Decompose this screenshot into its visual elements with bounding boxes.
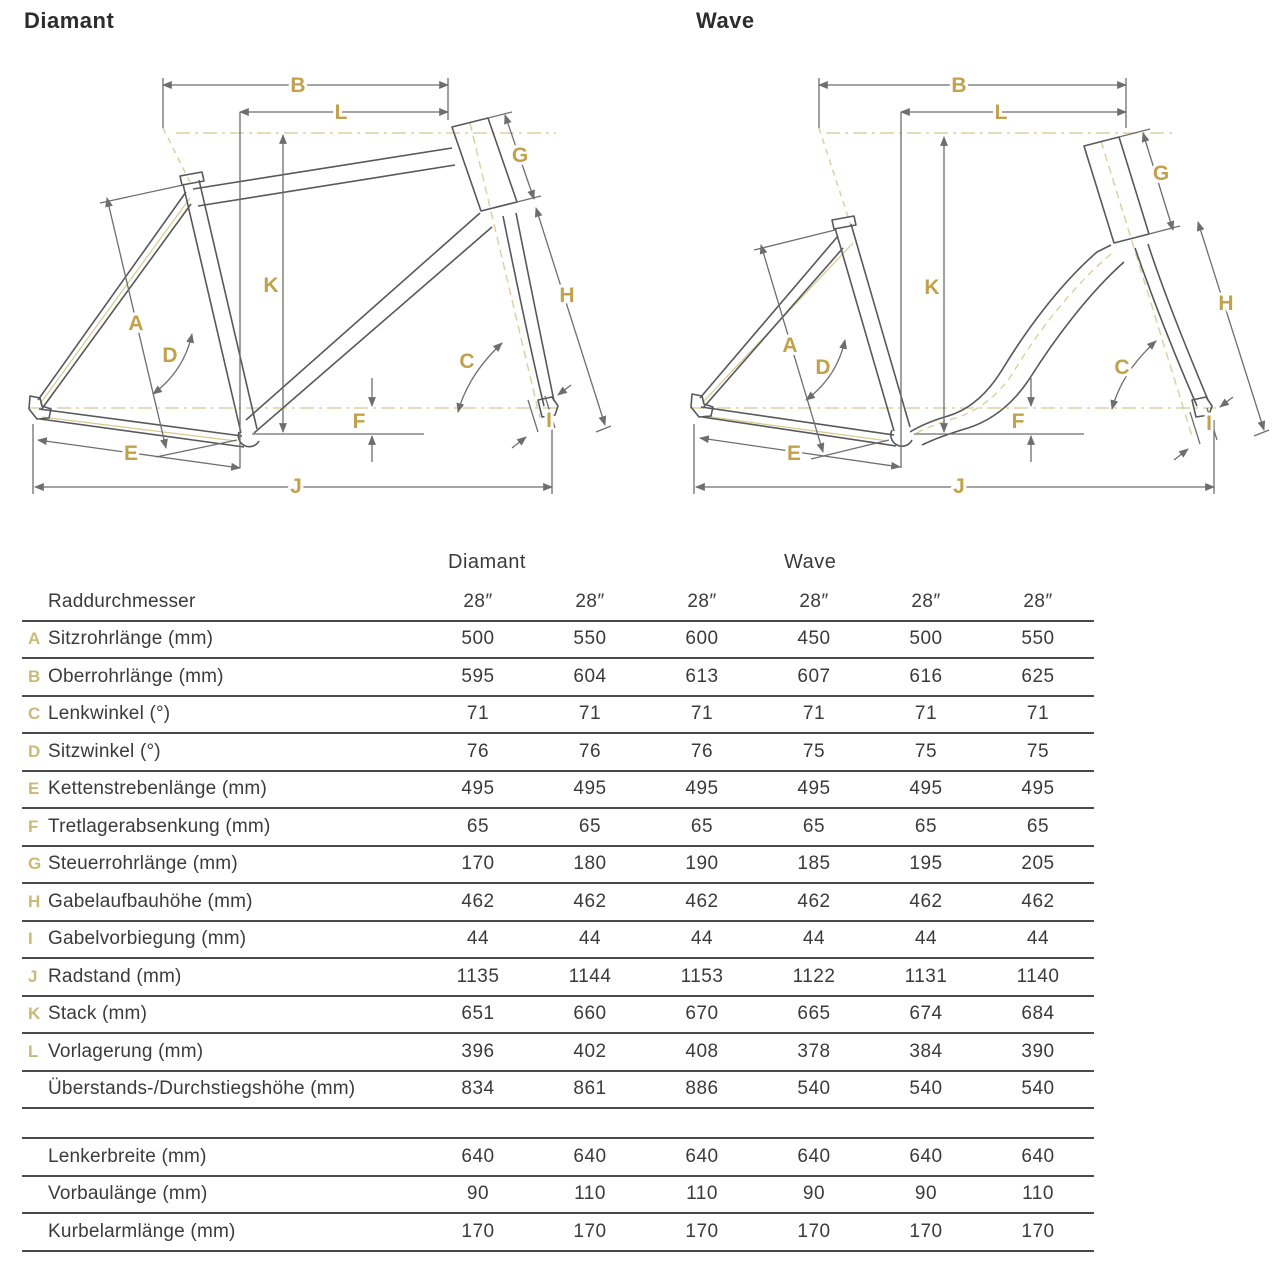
cell-value: 1140 bbox=[1016, 965, 1060, 987]
table-row bbox=[22, 884, 1094, 922]
frame-diagram-diamant bbox=[0, 0, 640, 520]
cell-value: 190 bbox=[685, 853, 719, 875]
row-label-cell bbox=[22, 628, 422, 650]
row-label: Oberrohrlänge (mm) bbox=[48, 665, 224, 687]
cell-value: 71 bbox=[1026, 703, 1050, 725]
cell-value: 76 bbox=[578, 740, 602, 762]
cell-value: 90 bbox=[466, 1183, 490, 1205]
cell-value: 76 bbox=[466, 740, 490, 762]
guide-lines bbox=[30, 123, 560, 441]
cell-value: 550 bbox=[1021, 628, 1055, 650]
cell-value: 500 bbox=[909, 628, 943, 650]
row-label: Sitzrohrlänge (mm) bbox=[48, 628, 214, 650]
row-label-cell bbox=[22, 1041, 422, 1063]
cell-value: 75 bbox=[802, 740, 826, 762]
cell-value: 185 bbox=[797, 853, 831, 875]
row-label: Vorbaulänge (mm) bbox=[48, 1183, 208, 1205]
cell-value: 110 bbox=[686, 1183, 718, 1205]
cell-value: 616 bbox=[909, 665, 943, 687]
cell-value: 674 bbox=[909, 1003, 943, 1025]
cell-value: 640 bbox=[685, 1145, 719, 1167]
row-label: Raddurchmesser bbox=[48, 590, 196, 612]
cell-value: 886 bbox=[685, 1078, 719, 1100]
table-row bbox=[22, 584, 1094, 622]
dim-label-e: E bbox=[786, 442, 802, 465]
cell-value: 462 bbox=[1021, 890, 1055, 912]
dim-label-l: L bbox=[334, 101, 348, 124]
cell-value: 1135 bbox=[456, 965, 500, 987]
row-dimension-letter: C bbox=[28, 704, 41, 724]
cell-value: 640 bbox=[909, 1145, 943, 1167]
cell-value: 660 bbox=[573, 1003, 607, 1025]
cell-value: 65 bbox=[466, 815, 490, 837]
cell-value: 651 bbox=[461, 1003, 495, 1025]
cell-value: 595 bbox=[461, 665, 495, 687]
cell-value: 170 bbox=[685, 1220, 719, 1242]
row-label: Tretlagerabsenkung (mm) bbox=[48, 815, 271, 837]
table-row bbox=[22, 1072, 1094, 1110]
row-dimension-letter: H bbox=[28, 891, 41, 911]
cell-value: 90 bbox=[802, 1183, 826, 1205]
dimension-lines bbox=[694, 78, 1269, 494]
row-label: Kettenstrebenlänge (mm) bbox=[48, 778, 267, 800]
cell-value: 640 bbox=[797, 1145, 831, 1167]
dim-label-c: C bbox=[1114, 356, 1130, 379]
cell-value: 1122 bbox=[792, 965, 836, 987]
cell-value: 665 bbox=[797, 1003, 831, 1025]
cell-value: 861 bbox=[573, 1078, 607, 1100]
cell-value: 75 bbox=[914, 740, 938, 762]
cell-value: 834 bbox=[461, 1078, 495, 1100]
row-label: Steuerrohrlänge (mm) bbox=[48, 853, 238, 875]
row-label: Gabelaufbauhöhe (mm) bbox=[48, 890, 253, 912]
diagram-title-diamant: Diamant bbox=[24, 8, 115, 33]
cell-value: 625 bbox=[1021, 665, 1055, 687]
cell-value: 390 bbox=[1021, 1040, 1055, 1062]
cell-value: 71 bbox=[466, 703, 490, 725]
dim-label-l: L bbox=[994, 101, 1008, 124]
dim-label-d: D bbox=[162, 344, 178, 367]
cell-value: 44 bbox=[1026, 928, 1050, 950]
cell-value: 462 bbox=[461, 890, 495, 912]
row-label: Gabelvorbiegung (mm) bbox=[48, 928, 247, 950]
table-row bbox=[22, 659, 1094, 697]
row-dimension-letter: J bbox=[28, 966, 38, 986]
cell-value: 540 bbox=[1021, 1078, 1055, 1100]
cell-value: 540 bbox=[797, 1078, 831, 1100]
dim-label-k: K bbox=[263, 274, 279, 297]
cell-value: 65 bbox=[802, 815, 826, 837]
cell-value: 28″ bbox=[799, 590, 829, 612]
cell-value: 44 bbox=[578, 928, 602, 950]
cell-value: 170 bbox=[909, 1220, 943, 1242]
cell-value: 28″ bbox=[1023, 590, 1053, 612]
row-dimension-letter: F bbox=[28, 816, 39, 836]
cell-value: 604 bbox=[573, 665, 607, 687]
dim-label-h: H bbox=[559, 284, 575, 307]
cell-value: 28″ bbox=[687, 590, 717, 612]
cell-value: 170 bbox=[573, 1220, 607, 1242]
table-row bbox=[22, 1214, 1094, 1252]
row-label-cell bbox=[22, 1221, 422, 1243]
row-dimension-letter: B bbox=[28, 666, 41, 686]
cell-value: 462 bbox=[909, 890, 943, 912]
frame-diagram-wave bbox=[656, 0, 1280, 520]
cell-value: 75 bbox=[1026, 740, 1050, 762]
cell-value: 71 bbox=[690, 703, 714, 725]
cell-value: 1153 bbox=[680, 965, 724, 987]
row-label: Vorlagerung (mm) bbox=[48, 1040, 204, 1062]
cell-value: 684 bbox=[1021, 1003, 1055, 1025]
dim-label-d: D bbox=[815, 356, 831, 379]
row-label: Überstands-/Durchstiegshöhe (mm) bbox=[48, 1078, 356, 1100]
cell-value: 1144 bbox=[568, 965, 612, 987]
cell-value: 205 bbox=[1021, 853, 1055, 875]
cell-value: 670 bbox=[685, 1003, 719, 1025]
cell-value: 44 bbox=[914, 928, 938, 950]
cell-value: 110 bbox=[574, 1183, 606, 1205]
cell-value: 495 bbox=[1021, 778, 1055, 800]
table-row bbox=[22, 734, 1094, 772]
cell-value: 110 bbox=[1022, 1183, 1054, 1205]
cell-value: 28″ bbox=[575, 590, 605, 612]
group-header-wave: Wave bbox=[784, 550, 837, 573]
row-label-cell bbox=[22, 591, 422, 613]
row-label: Kurbelarmlänge (mm) bbox=[48, 1220, 236, 1242]
row-dimension-letter: E bbox=[28, 779, 40, 799]
cell-value: 462 bbox=[797, 890, 831, 912]
row-label: Lenkerbreite (mm) bbox=[48, 1145, 207, 1167]
cell-value: 462 bbox=[685, 890, 719, 912]
dim-label-f: F bbox=[352, 410, 366, 433]
dim-label-b: B bbox=[290, 74, 306, 97]
table-row bbox=[22, 1139, 1094, 1177]
cell-value: 607 bbox=[797, 665, 831, 687]
cell-value: 71 bbox=[802, 703, 826, 725]
diamant-frame-outline bbox=[29, 118, 558, 447]
dim-label-c: C bbox=[459, 350, 475, 373]
table-rows bbox=[22, 584, 1094, 1252]
row-label-cell bbox=[22, 966, 422, 988]
row-dimension-letter: L bbox=[28, 1041, 39, 1061]
cell-value: 500 bbox=[461, 628, 495, 650]
cell-value: 1131 bbox=[904, 965, 948, 987]
cell-value: 640 bbox=[1021, 1145, 1055, 1167]
cell-value: 613 bbox=[685, 665, 719, 687]
dim-label-b: B bbox=[951, 74, 967, 97]
row-label-cell bbox=[22, 1146, 422, 1168]
cell-value: 65 bbox=[1026, 815, 1050, 837]
row-dimension-letter: K bbox=[28, 1004, 41, 1024]
cell-value: 402 bbox=[573, 1040, 607, 1062]
cell-value: 28″ bbox=[911, 590, 941, 612]
dim-label-a: A bbox=[782, 334, 798, 357]
cell-value: 495 bbox=[685, 778, 719, 800]
dim-label-i: I bbox=[546, 409, 552, 432]
cell-value: 65 bbox=[578, 815, 602, 837]
cell-value: 195 bbox=[909, 853, 943, 875]
cell-value: 408 bbox=[685, 1040, 719, 1062]
cell-value: 495 bbox=[797, 778, 831, 800]
cell-value: 28″ bbox=[463, 590, 493, 612]
cell-value: 90 bbox=[914, 1183, 938, 1205]
cell-value: 640 bbox=[573, 1145, 607, 1167]
dim-label-k: K bbox=[924, 276, 940, 299]
table-row bbox=[22, 1177, 1094, 1215]
cell-value: 396 bbox=[461, 1040, 495, 1062]
guide-lines bbox=[690, 128, 1216, 441]
dim-label-a: A bbox=[128, 312, 144, 335]
dim-label-f: F bbox=[1011, 410, 1025, 433]
cell-value: 180 bbox=[573, 853, 607, 875]
cell-value: 495 bbox=[573, 778, 607, 800]
dim-label-i: I bbox=[1206, 412, 1212, 435]
dim-label-g: G bbox=[511, 144, 529, 167]
table-row bbox=[22, 959, 1094, 997]
row-label: Radstand (mm) bbox=[48, 965, 182, 987]
table-row bbox=[22, 622, 1094, 660]
cell-value: 44 bbox=[802, 928, 826, 950]
cell-value: 170 bbox=[797, 1220, 831, 1242]
row-label-cell bbox=[22, 1078, 422, 1100]
row-dimension-letter: A bbox=[28, 629, 41, 649]
diagram-title-wave: Wave bbox=[696, 8, 755, 33]
cell-value: 170 bbox=[461, 1220, 495, 1242]
table-row bbox=[22, 847, 1094, 885]
table-row bbox=[22, 997, 1094, 1035]
row-label-cell bbox=[22, 666, 422, 688]
group-header-diamant: Diamant bbox=[448, 550, 526, 573]
cell-value: 65 bbox=[914, 815, 938, 837]
cell-value: 495 bbox=[461, 778, 495, 800]
table-row bbox=[22, 1034, 1094, 1072]
cell-value: 44 bbox=[690, 928, 714, 950]
dim-label-h: H bbox=[1218, 292, 1234, 315]
row-label-cell bbox=[22, 1003, 422, 1025]
cell-value: 462 bbox=[573, 890, 607, 912]
dim-label-j: J bbox=[953, 475, 965, 498]
cell-value: 550 bbox=[573, 628, 607, 650]
row-label-cell bbox=[22, 891, 422, 913]
row-dimension-letter: I bbox=[28, 929, 33, 949]
row-dimension-letter: G bbox=[28, 854, 42, 874]
row-dimension-letter: D bbox=[28, 741, 41, 761]
dim-label-e: E bbox=[123, 442, 139, 465]
cell-value: 384 bbox=[909, 1040, 943, 1062]
table-gap-row bbox=[22, 1109, 1094, 1139]
row-label-cell bbox=[22, 853, 422, 875]
cell-value: 640 bbox=[461, 1145, 495, 1167]
cell-value: 378 bbox=[797, 1040, 831, 1062]
cell-value: 76 bbox=[690, 740, 714, 762]
cell-value: 71 bbox=[578, 703, 602, 725]
table-row bbox=[22, 697, 1094, 735]
table-group-header bbox=[22, 540, 1094, 584]
cell-value: 495 bbox=[909, 778, 943, 800]
cell-value: 65 bbox=[690, 815, 714, 837]
table-row bbox=[22, 809, 1094, 847]
cell-value: 600 bbox=[685, 628, 719, 650]
cell-value: 170 bbox=[461, 853, 495, 875]
dim-label-g: G bbox=[1152, 162, 1170, 185]
row-label: Sitzwinkel (°) bbox=[48, 740, 161, 762]
row-label: Stack (mm) bbox=[48, 1003, 148, 1025]
row-label-cell bbox=[22, 816, 422, 838]
cell-value: 44 bbox=[466, 928, 490, 950]
row-label-cell bbox=[22, 703, 422, 725]
row-label: Lenkwinkel (°) bbox=[48, 703, 171, 725]
row-label-cell bbox=[22, 741, 422, 763]
cell-value: 170 bbox=[1021, 1220, 1055, 1242]
geometry-spec-table bbox=[22, 540, 1094, 1252]
cell-value: 71 bbox=[914, 703, 938, 725]
row-label-cell bbox=[22, 928, 422, 950]
cell-value: 540 bbox=[909, 1078, 943, 1100]
table-row bbox=[22, 772, 1094, 810]
wave-frame-outline bbox=[691, 137, 1212, 446]
table-row bbox=[22, 922, 1094, 960]
row-label-cell bbox=[22, 1183, 422, 1205]
dim-label-j: J bbox=[290, 475, 302, 498]
cell-value: 450 bbox=[797, 628, 831, 650]
row-label-cell bbox=[22, 778, 422, 800]
